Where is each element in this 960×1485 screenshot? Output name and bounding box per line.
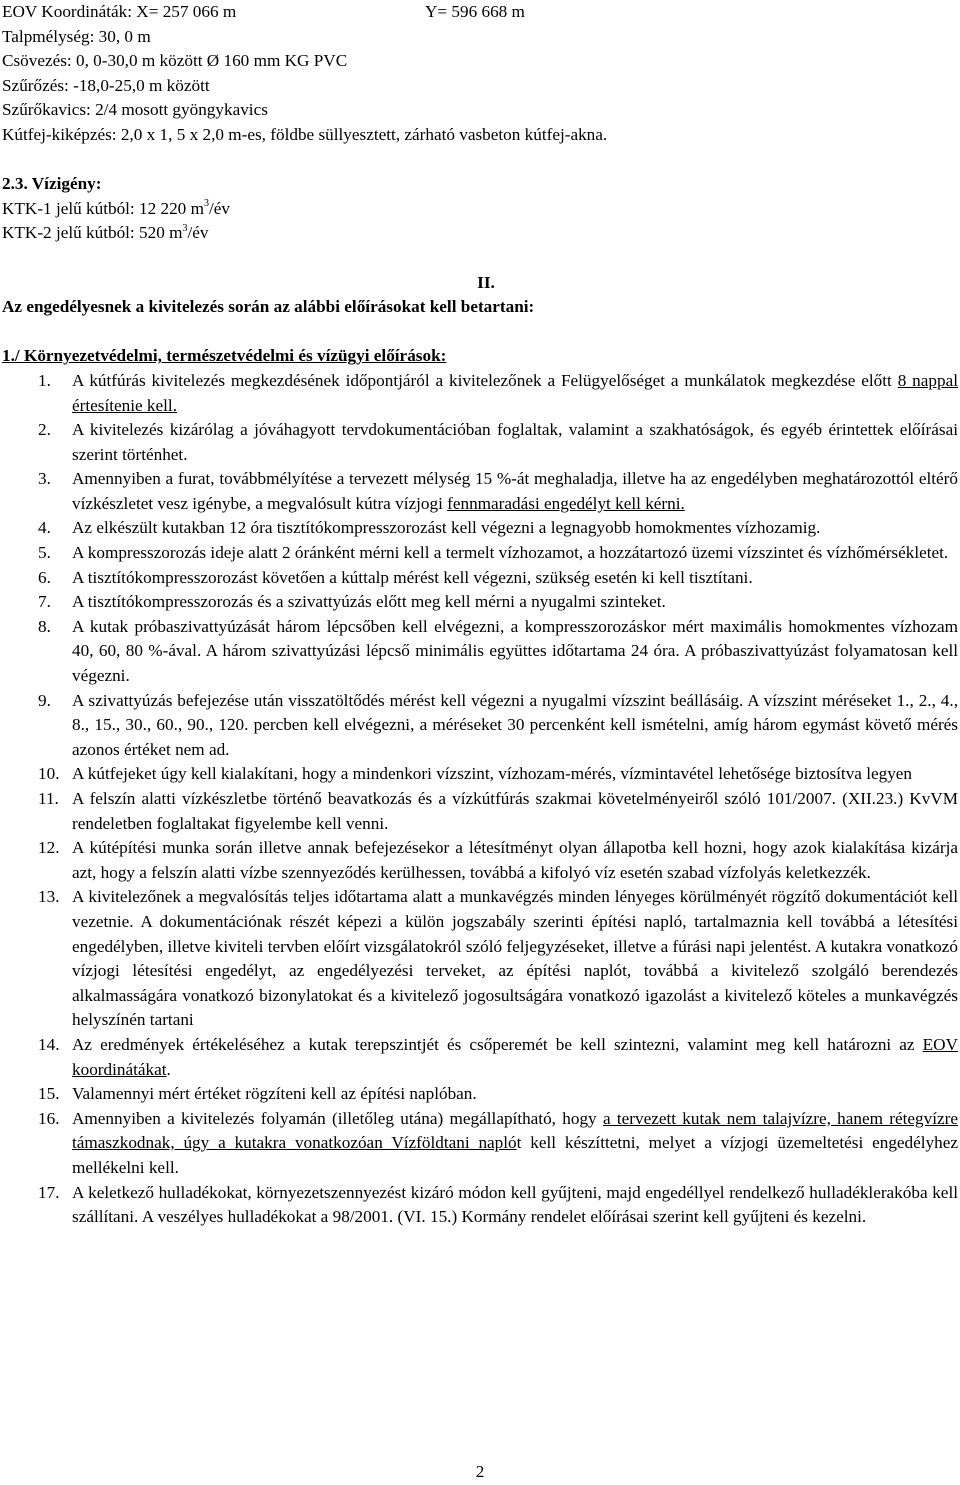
water-demand-title: 2.3. Vízigény: <box>2 174 102 194</box>
list-item <box>2 762 958 787</box>
list-item-number: 3. <box>38 469 51 489</box>
document-page <box>2 0 958 1230</box>
list-item-number: 7. <box>38 592 51 612</box>
list-item-number: 13. <box>38 887 60 907</box>
list-item <box>2 541 958 566</box>
underlined-text: fennmaradási engedélyt kell kérni. <box>447 493 685 513</box>
ktk1-demand: KTK-1 jelű kútból: 12 220 $m^3/év$ <box>2 198 230 218</box>
list-item-text: A kompresszorozás ideje alatt 2 óránként mérni kell a termelt vízhozamot, a hozzátartozó üzemi vízszintet és vízhőmérsékletet. <box>72 543 949 563</box>
list-item-text: Az elkészült kutakban 12 óra tisztítókompresszorozást kell végezni a legnagyobb homokmentes vízhozamig. <box>72 518 821 538</box>
list-item-text: A felszín alatti vízkészletbe történő beavatkozás és a vízkútfúrás szakmai követelményeiről szóló 101/2007. (XII.23.) KvVM rendeletben foglaltakat figyelembe kell venni. <box>72 789 958 833</box>
list-item-text: A kútfejeket úgy kell kialakítani, hogy a mindenkori vízszint, vízhozam-mérés, vízmintavétel lehetősége biztosítva legyen <box>72 764 913 784</box>
eov-coordinates <box>2 0 958 25</box>
page-number: 2 <box>475 1462 485 1481</box>
list-item-number: 9. <box>38 690 51 710</box>
list-item-number: 8. <box>38 616 51 636</box>
list-item-number: 17. <box>38 1182 60 1202</box>
list-item <box>2 689 958 763</box>
list-item <box>2 787 958 836</box>
underlined-text: EOV koordinátákat <box>72 1034 958 1079</box>
underlined-text: 8 nappal értesítenie kell. <box>72 370 958 415</box>
casing-line: Csövezés: 0, 0-30,0 m között Ø 160 mm KG PVC <box>2 51 348 71</box>
section-heading: Az engedélyesnek a kivitelezés során az alábbi előírásokat kell betartani: <box>2 297 535 317</box>
list-item-number: 10. <box>38 764 60 784</box>
list-item-number: 16. <box>38 1108 60 1128</box>
list-item-number: 2. <box>38 420 51 440</box>
list-item-text: A szivattyúzás befejezése után visszatöltődés mérést kell végezni a nyugalmi vízszint beállásáig. A vízszint méréseket 1., 2., 4., 8., 15., 30., 60., 90., 120. percben kell elvégezni, a méréseket 30 percenként kell ismételni, amíg három egymást követő mérés azonos értéket nem ad. <box>72 690 958 759</box>
list-item <box>2 590 958 615</box>
list-item-text: A kivitelezés kizárólag a jóváhagyott tervdokumentációban foglaltak, valamint a szakhatóságok, és egyéb érintettek előírásai szerint történhet. <box>72 420 958 464</box>
list-item-text: A tisztítókompresszorozás és a szivattyúzás előtt meg kell mérni a nyugalmi szinteket. <box>72 592 666 612</box>
list-item <box>2 418 958 467</box>
section-roman: II. <box>477 272 495 292</box>
list-item-text: A tisztítókompresszorozást követően a kúttalp mérést kell végezni, szükség esetén ki kell tisztítani. <box>72 567 753 587</box>
list-item-text: A keletkező hulladékokat, környezetszennyezést kizáró módon kell gyűjteni, majd engedéllyel rendelkező hulladéklerakóba kell szállítani. A veszélyes hulladékokat a 98/2001. (VI. 15.) Kormány rendelet előírásai szerint kell gyűjteni és kezelni. <box>72 1182 958 1227</box>
gravel-line: Szűrőkavics: 2/4 mosott gyöngykavics <box>2 100 268 120</box>
list-item-number: 12. <box>38 838 60 858</box>
list-item <box>2 467 958 516</box>
list-item-number: 15. <box>38 1084 60 1104</box>
list-item-text: A kútfúrás kivitelezés megkezdésének időpontjáról a kivitelezőnek a Felügyelőséget a munkálatok megkezdése előtt 8 nappal értesítenie kell. <box>72 370 958 415</box>
list-item <box>2 1107 958 1181</box>
list-item <box>2 885 958 1033</box>
underlined-text: a tervezett kutak nem talajvízre, hanem rétegvízre támaszkodnak, úgy a kutakra vonatkozóan Vízföldtani napló <box>72 1108 958 1153</box>
list-item-number: 5. <box>38 543 51 563</box>
list-item-text: Amennyiben a kivitelezés folyamán (illetőleg utána) megállapítható, hogy a tervezett kutak nem talajvízre, hanem rétegvízre támaszkodnak, úgy a kutakra vonatkozóan Vízföldtani naplót kell készíttetni, melyet a vízjogi üzemeltetési engedélyhez mellékelni kell. <box>72 1108 958 1177</box>
section-subheading: 1./ Környezetvédelmi, természetvédelmi és vízügyi előírások: <box>2 346 447 366</box>
wellhead-line: Kútfej-kiképzés: 2,0 x 1, 5 x 2,0 m-es, földbe süllyesztett, zárható vasbeton kútfej-akna. <box>2 124 608 144</box>
list-item-number: 11. <box>38 789 59 808</box>
list-item-text: Valamennyi mért értéket rögzíteni kell az építési naplóban. <box>72 1084 477 1104</box>
filter-line: Szűrőzés: -18,0-25,0 m között <box>2 75 210 95</box>
list-item-text: A kivitelezőnek a megvalósítás teljes időtartama alatt a munkavégzés minden lényeges körülményét rögzítő dokumentációt kell vezetnie. A dokumentációnak részét képezi a külön jogszabály szerinti építési napló, tartalmaznia kell továbbá a létesítési engedélyben, illetve kiviteli tervben előírt vizsgálatokról szóló feljegyzéseket, illetve a fúrási napi jelentést. A kutakra vonatkozó vízjogi létesítési engedélyt, az engedélyezési terveket, az építési naplót, továbbá a kivitelező szolgáló berendezés alkalmasságára vonatkozó bizonylatokat és a kivitelező jogosultságára vonatkozó igazolást a kivitelező köteles a munkavégzés helyszínén tartani <box>72 887 958 1030</box>
list-item-text: A kutak próbaszivattyúzását három lépcsőben kell elvégezni, a kompresszorozáskor mért maximális homokmentes vízhozam 40, 60, 80 %-ával. A három szivattyúzási lépcső minimális együttes időtartama 24 óra. A próbaszivattyúzást folyamatosan kell végezni. <box>72 616 958 686</box>
list-item-number: 4. <box>38 518 51 538</box>
depth-line: Talpmélység: 30, 0 m <box>2 26 151 46</box>
list-item-text: A kútépítési munka során illetve annak befejezésekor a létesítményt olyan állapotba kell hozni, hogy azok kialakítása kizárja azt, hogy a felszín alatti vízbe szennyeződés kerülhessen, továbbá a kifolyó víz esetén szabad vízfolyás keletkezzék. <box>72 838 958 882</box>
list-item <box>2 1033 958 1082</box>
requirements-list <box>2 369 958 1230</box>
eov-x: EOV Koordináták: X= 257 066 m <box>2 2 237 21</box>
list-item <box>2 566 958 591</box>
list-item <box>2 1082 958 1107</box>
list-item-text: Az eredmények értékeléséhez a kutak terepszintjét és csőperemét be kell szintezni, valamint meg kell határozni az EOV koordinátákat. <box>72 1034 958 1079</box>
eov-y: Y= 596 668 m <box>425 2 525 21</box>
list-item <box>2 1181 958 1230</box>
list-item-number: 1. <box>38 370 51 390</box>
list-item <box>2 369 958 418</box>
list-item-number: 14. <box>38 1034 60 1054</box>
list-item <box>2 516 958 541</box>
list-item-number: 6. <box>38 567 51 587</box>
list-item-text: Amennyiben a furat, továbbmélyítése a tervezett mélység 15 %-át meghaladja, illetve ha az engedélyben meghatározottól eltérő vízkészletet vesz igénybe, a megvalósult kútra vízjogi fennmaradási engedélyt kell kérni. <box>72 469 958 513</box>
list-item <box>2 615 958 689</box>
list-item <box>2 836 958 885</box>
ktk2-demand: KTK-2 jelű kútból: 520 $m^3/év$ <box>2 222 209 243</box>
